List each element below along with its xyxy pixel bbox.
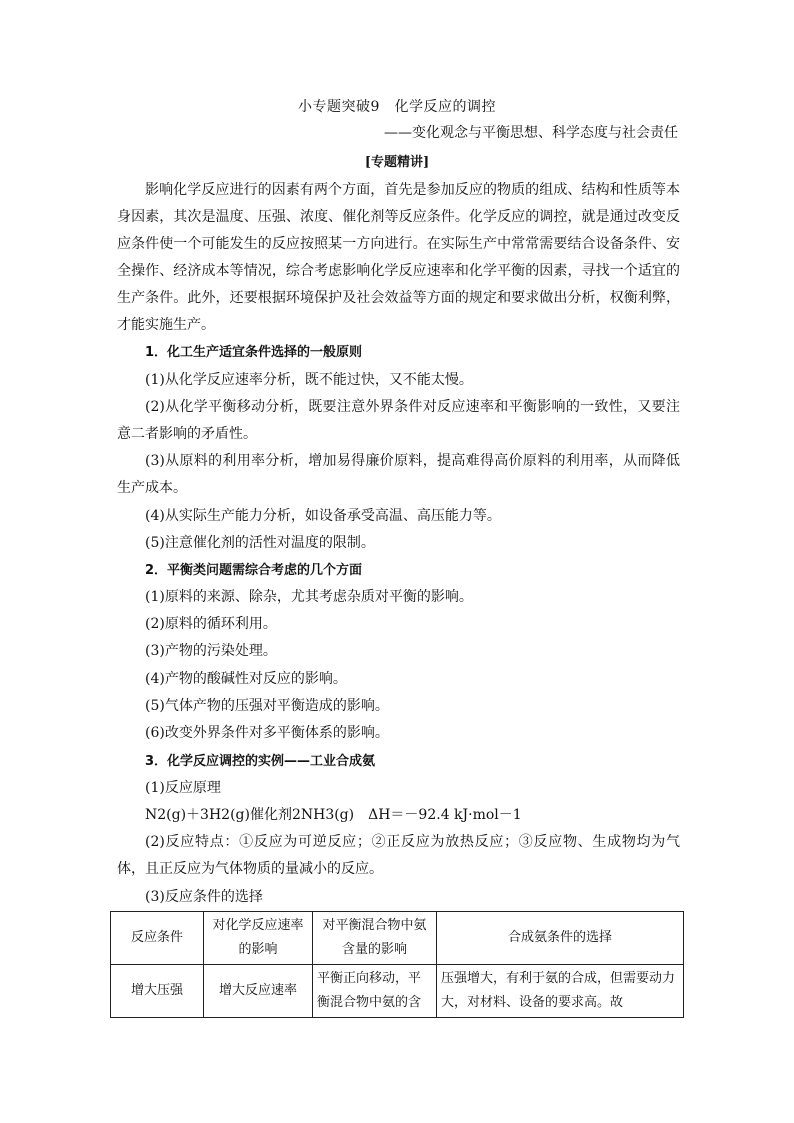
- reaction-equation: N2(g)＋3H2(g)催化剂2NH3(g) ΔH＝－92.4 kJ·mol－1: [145, 807, 522, 823]
- s3-item-2: (2)反应特点：①反应为可逆反应；②正反应为放热反应；③反应物、生成物均为气体，且正反应为气体物质的量减小的反应。: [117, 834, 680, 877]
- s3-item-1: (1)反应原理: [145, 780, 221, 796]
- table-cell: 增大压强: [111, 965, 204, 1018]
- s1-item-4: (4)从实际生产能力分析，如设备承受高温、高压能力等。: [145, 508, 501, 524]
- s2-item-6: (6)改变外界条件对多平衡体系的影响。: [145, 725, 389, 741]
- conditions-table: [110, 911, 684, 1018]
- table-header-cell: 合成氨条件的选择: [437, 912, 684, 965]
- table-header-cell: 对化学反应速率的影响: [204, 912, 313, 965]
- s1-item-2: (2)从化学平衡移动分析，既要注意外界条件对反应速率和平衡影响的一致性，又要注意二者影响的矛盾性。: [117, 399, 680, 442]
- s2-item-4: (4)产物的酸碱性对反应的影响。: [145, 671, 347, 687]
- table-header-cell: 对平衡混合物中氨含量的影响: [313, 912, 437, 965]
- section-2-heading: 2．平衡类问题需综合考虑的几个方面: [145, 563, 363, 578]
- s2-item-5: (5)气体产物的压强对平衡造成的影响。: [145, 698, 389, 714]
- s2-item-1: (1)原料的来源、除杂，尤其考虑杂质对平衡的影响。: [145, 589, 473, 605]
- intro-paragraph: 影响化学反应进行的因素有两个方面，首先是参加反应的物质的组成、结构和性质等本身因素，其次是温度、压强、浓度、催化剂等反应条件。化学反应的调控，就是通过改变反应条件使一个可能发生的反应按照某一方向进行。在实际生产中常常需要结合设备条件、安全操作、经济成本等情况，综合考虑影响化学反应速率和化学平衡的因素，寻找一个适宜的生产条件。此外，还要根据环境保护及社会效益等方面的规定和要求做出分析，权衡利弊，才能实施生产。: [117, 182, 680, 333]
- section-1-heading: 1．化工生产适宜条件选择的一般原则: [145, 345, 363, 360]
- table-cell: 压强增大，有利于氨的合成，但需要动力大，对材料、设备的要求高。故: [437, 965, 684, 1018]
- s2-item-3: (3)产物的污染处理。: [145, 643, 277, 659]
- page-subtitle: ——变化观念与平衡思想、科学态度与社会责任: [384, 125, 678, 141]
- table-row: [111, 965, 684, 1018]
- s1-item-1: (1)从化学反应速率分析，既不能过快，又不能太慢。: [145, 372, 473, 388]
- s2-item-2: (2)原料的循环利用。: [145, 616, 277, 632]
- section-3-heading: 3．化学反应调控的实例——工业合成氨: [145, 754, 376, 769]
- table-header-row: [111, 912, 684, 965]
- s3-item-3: (3)反应条件的选择: [145, 889, 263, 905]
- table-cell: 平衡正向移动，平衡混合物中氨的含: [313, 965, 437, 1018]
- page-title: 小专题突破9 化学反应的调控: [298, 99, 496, 115]
- table-cell: 增大反应速率: [204, 965, 313, 1018]
- s1-item-5: (5)注意催化剂的活性对温度的限制。: [145, 535, 375, 551]
- s1-item-3: (3)从原料的利用率分析，增加易得廉价原料，提高难得高价原料的利用率，从而降低生产成本。: [117, 453, 680, 496]
- table-header-cell: 反应条件: [111, 912, 204, 965]
- section-tag: [专题精讲]: [364, 155, 430, 170]
